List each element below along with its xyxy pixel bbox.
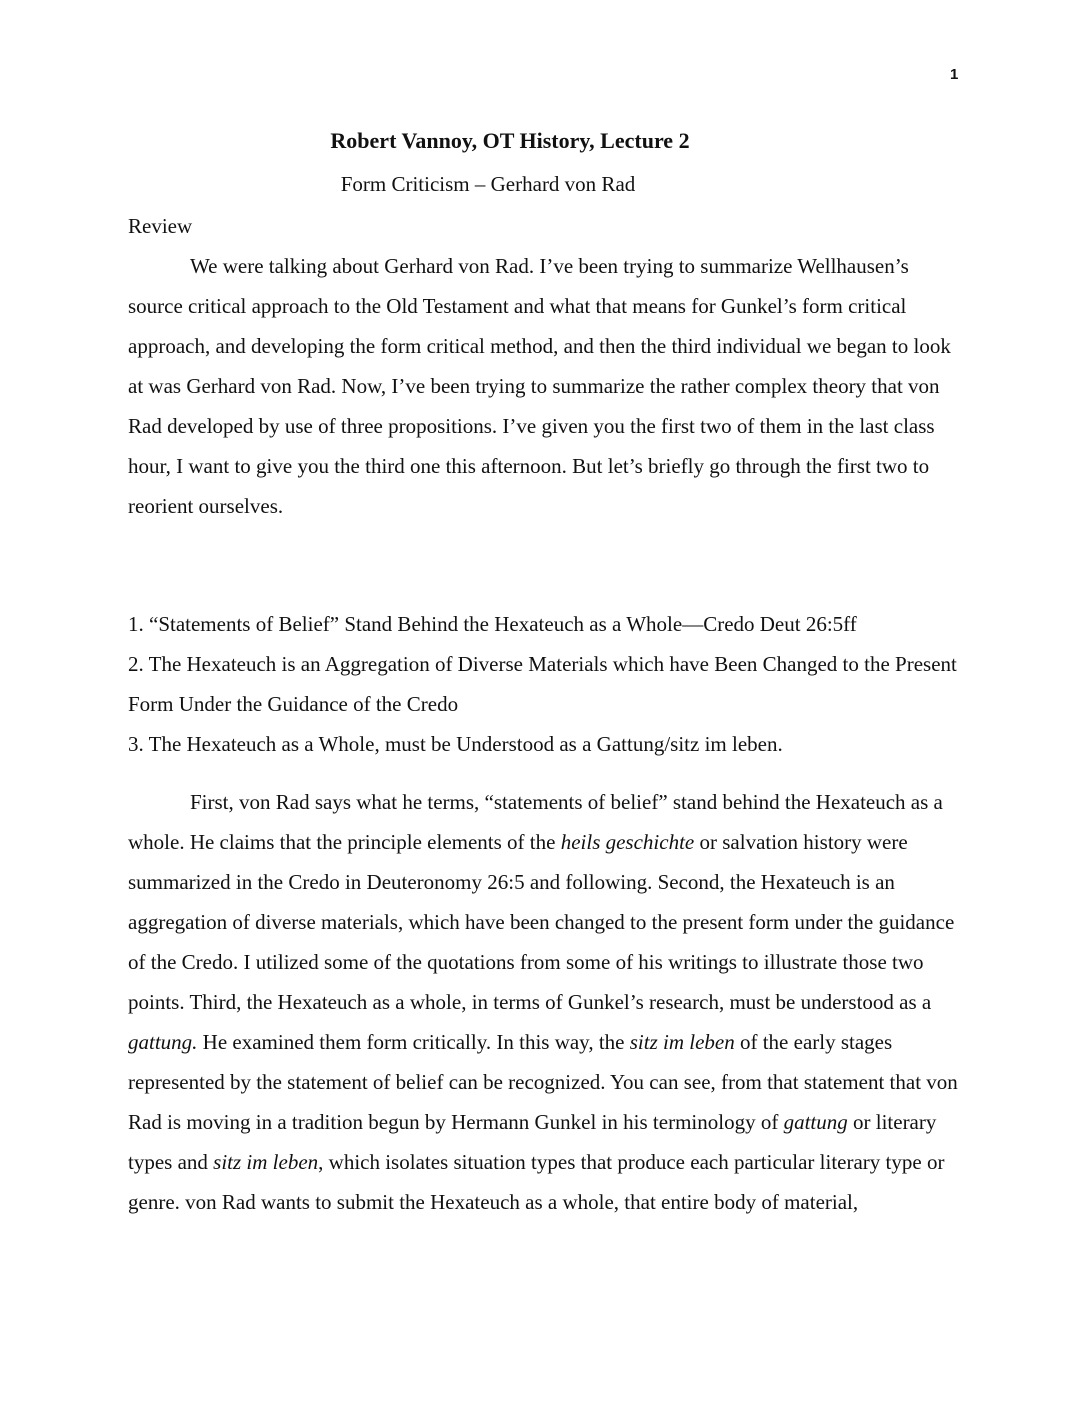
propositions-list <box>128 604 968 764</box>
intro-paragraph: We were talking about Gerhard von Rad. I’ve been trying to summarize Wellhausen’s source critical approach to the Old Testament and what that means for Gunkel’s form critical approach, and developing the form critical method, and then the third individual we began to look at was Gerhard von Rad. Now, I’ve been trying to summarize the rather complex theory that von Rad developed by use of three propositions. I’ve given you the first two of them in the last class hour, I want to give you the third one this afternoon. But let’s briefly go through the first two to reorient ourselves. <box>128 254 951 518</box>
body-text: of the early stages represented by the statement of belief can be recognized. You can see, from that statement that von Rad is moving in a tradition begun by Hermann Gunkel in his terminology of <box>128 1030 958 1134</box>
body-text: or salvation history were summarized in the Credo in Deuteronomy 26:5 and following. Second, the Hexateuch is an aggregation of diverse materials, which have been changed to the present form under the guidance of the Credo. I utilized some of the quotations from some of his writings to illustrate those two points. Third, the Hexateuch as a whole, in terms of Gunkel’s research, must be understood as a <box>128 830 955 1014</box>
page-number: 1 <box>950 66 959 83</box>
proposition-item: 2. The Hexateuch is an Aggregation of Diverse Materials which have Been Changed to the Present Form Under the Guidance of the Credo <box>128 652 957 716</box>
body-text: First, von Rad says what he terms, “statements of belief” stand behind the Hexateuch as a whole. He claims that the principle elements of the <box>128 790 943 854</box>
document-title: Robert Vannoy, OT History, Lecture 2 <box>330 128 690 153</box>
body-text: or literary types and <box>128 1110 937 1174</box>
body-text: , which isolates situation types that produce each particular literary type or genre. von Rad wants to submit the Hexateuch as a whole, that entire body of material, <box>128 1150 945 1214</box>
body-paragraph <box>128 782 968 1222</box>
italic-term: gattung <box>783 1110 848 1134</box>
italic-term: sitz im leben <box>629 1030 735 1054</box>
italic-term: gattung. <box>128 1030 198 1054</box>
italic-term: heils geschichte <box>560 830 695 854</box>
proposition-item: 1. “Statements of Belief” Stand Behind the Hexateuch as a Whole—Credo Deut 26:5ff <box>128 612 857 636</box>
proposition-item: 3. The Hexateuch as a Whole, must be Understood as a Gattung/sitz im leben. <box>128 732 783 756</box>
body-text: He examined them form critically. In this way, the <box>197 1030 630 1054</box>
section-heading: Review <box>128 214 193 238</box>
document-subtitle: Form Criticism – Gerhard von Rad <box>340 172 636 196</box>
italic-term: sitz im leben <box>213 1150 319 1174</box>
